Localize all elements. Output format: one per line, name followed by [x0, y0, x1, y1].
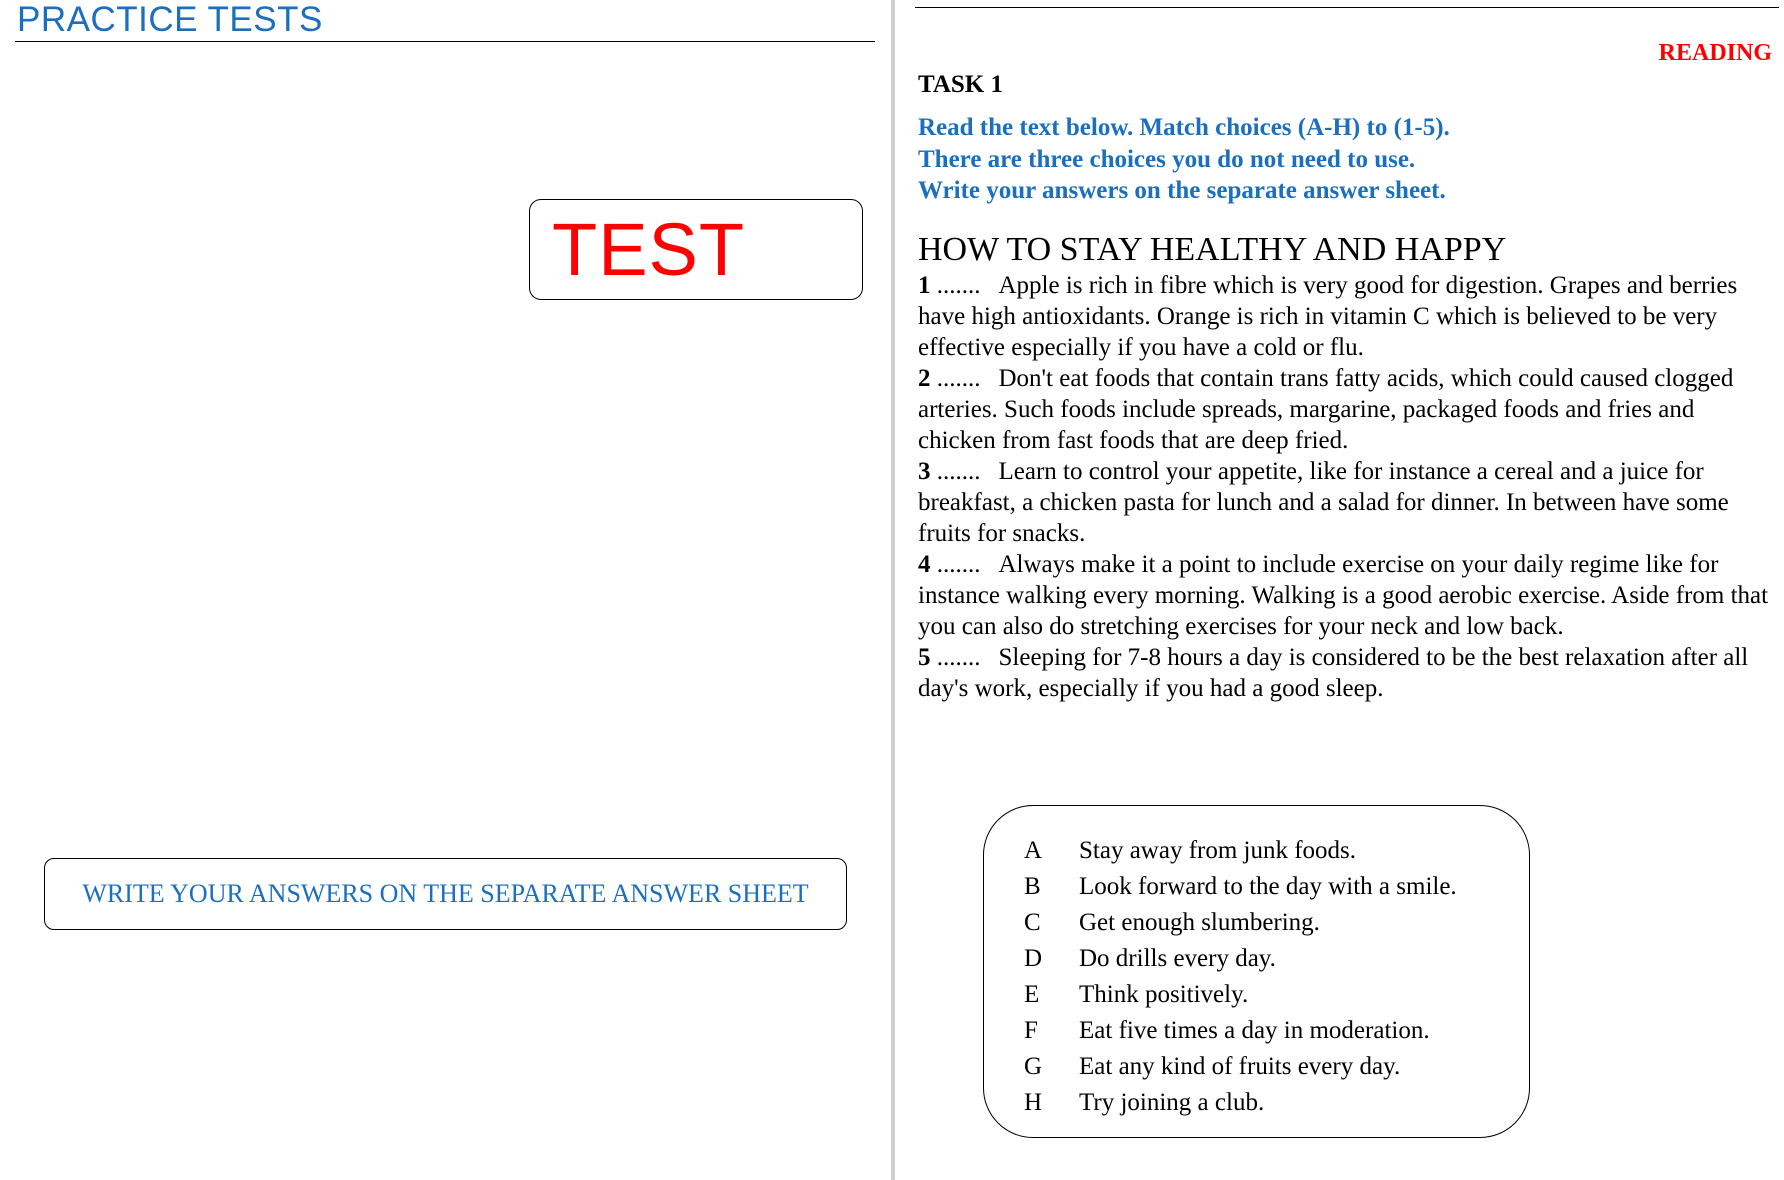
answer-blank: .......	[936, 644, 981, 671]
answer-sheet-note-box	[44, 858, 847, 930]
paragraph-number: 5	[918, 644, 931, 671]
choice-letter: E	[1024, 981, 1040, 1008]
answer-blank: .......	[936, 365, 981, 392]
paragraph-text: Don't eat foods that contain trans fatty acids, which could caused clogged arteries. Such foods include spreads, margarine, packaged foods and fries and chicken from fast foods that are deep fried.	[918, 365, 1734, 454]
article-title: HOW TO STAY HEALTHY AND HAPPY	[918, 231, 1507, 268]
choice-letter: F	[1024, 1017, 1038, 1044]
choice-item	[1024, 1049, 1457, 1085]
header-rule	[15, 41, 875, 42]
article-paragraph	[918, 363, 1776, 456]
answer-blank: .......	[936, 458, 981, 485]
paragraph-text: Sleeping for 7-8 hours a day is considered to be the best relaxation after all day's work, especially if you had a good sleep.	[918, 644, 1749, 702]
choice-text: Look forward to the day with a smile.	[1079, 873, 1457, 900]
paragraph-text: Always make it a point to include exercise on your daily regime like for instance walking every morning. Walking is a good aerobic exercise. Aside from that you can also do stretching exercises for your neck and low back.	[918, 551, 1769, 640]
article-paragraph	[918, 456, 1776, 549]
practice-tests-header: PRACTICE TESTS	[17, 0, 323, 39]
page-divider	[891, 0, 895, 1180]
choice-letter: D	[1024, 945, 1043, 972]
choice-text: Do drills every day.	[1079, 945, 1276, 972]
test-label-box	[529, 199, 863, 300]
choice-item	[1024, 869, 1457, 905]
choice-text: Stay away from junk foods.	[1079, 837, 1357, 864]
paragraph-number: 4	[918, 551, 931, 578]
choice-letter: G	[1024, 1053, 1043, 1080]
choices-list	[1024, 833, 1457, 1121]
answer-blank: .......	[936, 551, 981, 578]
choice-text: Eat five times a day in moderation.	[1079, 1017, 1430, 1044]
section-label: READING	[1658, 40, 1772, 66]
right-page	[896, 0, 1784, 1180]
article-paragraph	[918, 642, 1776, 704]
choice-letter: H	[1024, 1089, 1043, 1116]
choice-text: Think positively.	[1079, 981, 1249, 1008]
instruction-line: Write your answers on the separate answer sheet.	[918, 177, 1446, 204]
article-body	[918, 270, 1776, 704]
left-page	[0, 0, 890, 1180]
choice-letter: C	[1024, 909, 1041, 936]
choice-item	[1024, 1013, 1457, 1049]
article-paragraph	[918, 549, 1776, 642]
instruction-line: Read the text below. Match choices (A-H) to (1-5).	[918, 114, 1450, 141]
choice-text: Eat any kind of fruits every day.	[1079, 1053, 1401, 1080]
choices-box	[983, 805, 1530, 1138]
choice-letter: A	[1024, 837, 1043, 864]
paragraph-text: Apple is rich in fibre which is very good for digestion. Grapes and berries have high antioxidants. Orange is rich in vitamin C which is believed to be very effective especially if you have a cold or flu.	[918, 272, 1738, 361]
choice-item	[1024, 1085, 1457, 1121]
choice-item	[1024, 941, 1457, 977]
choice-text: Get enough slumbering.	[1079, 909, 1320, 936]
test-label: TEST	[552, 208, 746, 291]
choice-item	[1024, 977, 1457, 1013]
choice-letter: B	[1024, 873, 1041, 900]
answer-blank: .......	[936, 272, 981, 299]
task-title: TASK 1	[918, 71, 1003, 98]
choice-item	[1024, 833, 1457, 869]
paragraph-number: 1	[918, 272, 931, 299]
paragraph-number: 3	[918, 458, 931, 485]
paragraph-text: Learn to control your appetite, like for instance a cereal and a juice for breakfast, a chicken pasta for lunch and a salad for dinner. In between have some fruits for snacks.	[918, 458, 1729, 547]
answer-sheet-note: WRITE YOUR ANSWERS ON THE SEPARATE ANSWER SHEET	[82, 879, 809, 908]
article-paragraph	[918, 270, 1776, 363]
paragraph-number: 2	[918, 365, 931, 392]
instruction-line: There are three choices you do not need to use.	[918, 145, 1416, 173]
choice-text: Try joining a club.	[1079, 1089, 1265, 1116]
task-instructions	[918, 112, 1450, 207]
top-rule	[915, 7, 1779, 8]
choice-item	[1024, 905, 1457, 941]
